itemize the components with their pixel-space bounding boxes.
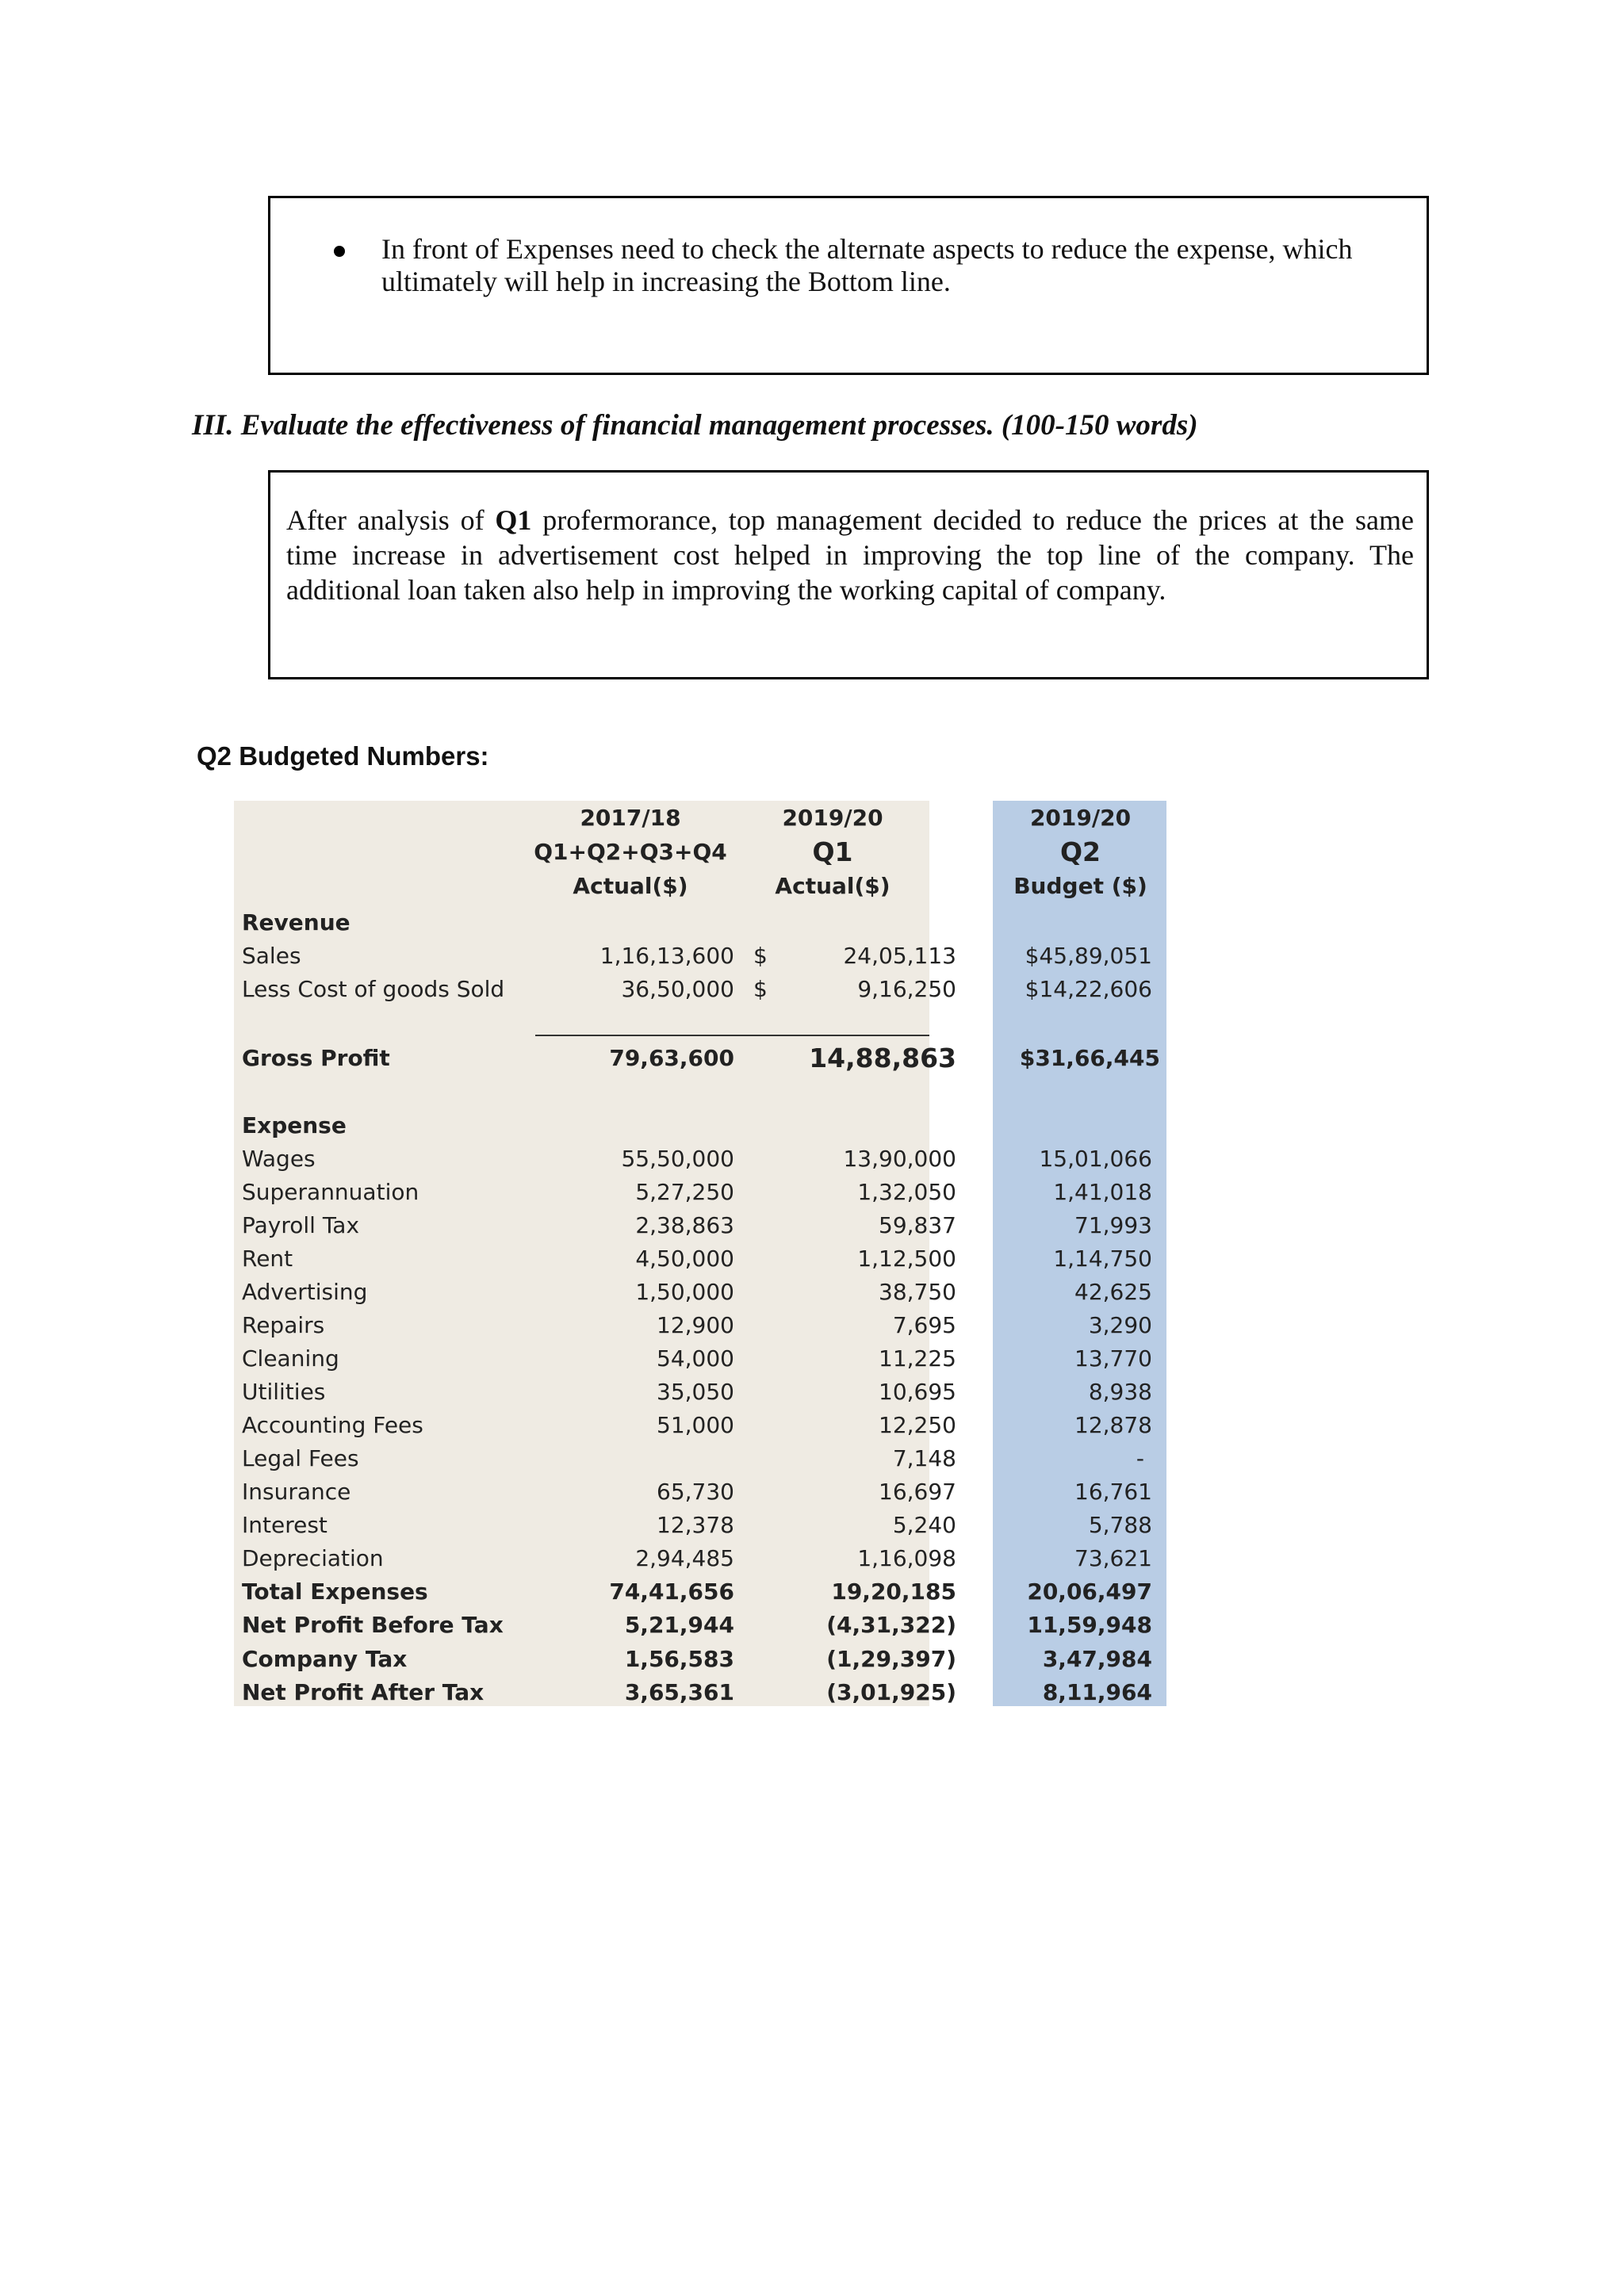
row-label: Net Profit Before Tax xyxy=(242,1612,504,1639)
expense-heading-row xyxy=(234,1109,1166,1142)
value-2017-18: 2,38,863 xyxy=(635,1212,734,1238)
table-row xyxy=(234,1176,1166,1209)
value-q1: 19,20,185 xyxy=(831,1578,956,1605)
table-row xyxy=(234,1342,1166,1376)
row-label: Expense xyxy=(242,1112,347,1138)
value-q1: 59,837 xyxy=(879,1212,956,1238)
value-q2-budget: 15,01,066 xyxy=(1039,1146,1152,1172)
row-label: Revenue xyxy=(242,909,350,936)
row-label: Net Profit After Tax xyxy=(242,1678,485,1705)
value-q1: 5,240 xyxy=(892,1512,956,1538)
value-q2-budget: 8,11,964 xyxy=(1042,1678,1152,1705)
value-q1: 16,697 xyxy=(879,1479,956,1505)
header-2017-18 xyxy=(527,801,733,903)
value-q1: 11,225 xyxy=(879,1345,956,1372)
header-2019-20-q1 xyxy=(741,801,924,903)
row-label: Insurance xyxy=(242,1479,351,1505)
value-2017-18: 4,50,000 xyxy=(635,1246,734,1272)
header-period: Q2 xyxy=(1059,836,1101,867)
header-period: Q1 xyxy=(812,836,853,867)
value-2017-18: 5,27,250 xyxy=(635,1179,734,1205)
row-label: Utilities xyxy=(242,1379,326,1405)
value-q2-budget: 1,14,750 xyxy=(1053,1246,1152,1272)
row-label: Company Tax xyxy=(242,1645,408,1672)
row-label: Interest xyxy=(242,1512,327,1538)
value-q2-budget: 12,878 xyxy=(1074,1412,1152,1438)
value-q2-budget: 13,770 xyxy=(1074,1345,1152,1372)
value-q1: 7,695 xyxy=(892,1312,956,1338)
table-row xyxy=(234,1376,1166,1409)
value-q1: 24,05,113 xyxy=(843,943,956,969)
row-label: Superannuation xyxy=(242,1179,419,1205)
value-q2-budget: 73,621 xyxy=(1074,1545,1152,1571)
table-row xyxy=(234,1242,1166,1276)
value-2017-18: 1,50,000 xyxy=(635,1279,734,1305)
header-year: 2019/20 xyxy=(782,805,883,831)
bullet-item xyxy=(334,233,1381,298)
table-row xyxy=(234,1309,1166,1342)
value-q2-budget: - xyxy=(1136,1445,1144,1471)
row-label: Payroll Tax xyxy=(242,1212,360,1238)
table-row xyxy=(234,1276,1166,1309)
sales-row xyxy=(234,939,1166,973)
value-q1: (3,01,925) xyxy=(826,1678,956,1705)
table-row xyxy=(234,1509,1166,1542)
value-2017-18: 12,900 xyxy=(657,1312,734,1338)
header-2019-20-q2 xyxy=(995,801,1166,903)
header-period: Q1+Q2+Q3+Q4 xyxy=(534,839,727,865)
table-title: Q2 Budgeted Numbers: xyxy=(197,741,489,771)
row-label: Less Cost of goods Sold xyxy=(242,976,505,1002)
row-label: Total Expenses xyxy=(242,1578,428,1605)
table-row xyxy=(234,1475,1166,1509)
currency-symbol: $ xyxy=(753,943,768,969)
header-kind: Actual($) xyxy=(573,873,688,899)
bullet-text: In front of Expenses need to check the alternate aspects to reduce the expense, which ultimately will help in increasing the Bottom line. xyxy=(381,233,1353,297)
value-2017-18: 74,41,656 xyxy=(609,1578,734,1605)
table-row xyxy=(234,1676,1166,1709)
value-q1: 9,16,250 xyxy=(857,976,956,1002)
value-2017-18: 51,000 xyxy=(657,1412,734,1438)
answer-box xyxy=(268,470,1429,679)
value-q1: 7,148 xyxy=(892,1445,956,1471)
value-2017-18: 36,50,000 xyxy=(621,976,734,1002)
row-label: Legal Fees xyxy=(242,1445,359,1471)
table-row xyxy=(234,1209,1166,1242)
value-q2-budget: 16,761 xyxy=(1074,1479,1152,1505)
value-q1: 1,32,050 xyxy=(857,1179,956,1205)
table-row xyxy=(234,1609,1166,1642)
cogs-row xyxy=(234,973,1166,1006)
value-q1: (4,31,322) xyxy=(826,1612,956,1639)
value-q2-budget: 5,788 xyxy=(1088,1512,1152,1538)
row-label: Accounting Fees xyxy=(242,1412,423,1438)
row-label: Wages xyxy=(242,1146,316,1172)
value-2017-18: 65,730 xyxy=(657,1479,734,1505)
row-label: Repairs xyxy=(242,1312,325,1338)
financial-table xyxy=(234,801,1166,1706)
row-label: Rent xyxy=(242,1246,293,1272)
header-kind: Budget ($) xyxy=(1013,873,1147,899)
row-label: Depreciation xyxy=(242,1545,384,1571)
row-label: Gross Profit xyxy=(242,1045,390,1071)
value-q2-budget: 20,06,497 xyxy=(1027,1578,1152,1605)
value-q2-budget: 71,993 xyxy=(1074,1212,1152,1238)
value-2017-18: 5,21,944 xyxy=(624,1612,734,1639)
value-q2-budget: $45,89,051 xyxy=(1025,943,1152,969)
table-row xyxy=(234,1142,1166,1176)
value-2017-18: 3,65,361 xyxy=(624,1678,734,1705)
row-label: Cleaning xyxy=(242,1345,339,1372)
header-kind: Actual($) xyxy=(775,873,891,899)
table-row xyxy=(234,1542,1166,1575)
value-q1: (1,29,397) xyxy=(826,1645,956,1672)
table-row xyxy=(234,1442,1166,1475)
value-2017-18: 55,50,000 xyxy=(621,1146,734,1172)
value-q2-budget: 1,41,018 xyxy=(1053,1179,1152,1205)
table-row xyxy=(234,1643,1166,1676)
row-label: Advertising xyxy=(242,1279,368,1305)
table-row xyxy=(234,1409,1166,1442)
value-q2-budget: $31,66,445 xyxy=(1019,1045,1160,1071)
currency-symbol: $ xyxy=(753,976,768,1002)
value-q2-budget: 11,59,948 xyxy=(1027,1612,1152,1639)
bullet-icon xyxy=(334,246,345,257)
value-q2-budget: 8,938 xyxy=(1088,1379,1152,1405)
value-q2-budget: 3,47,984 xyxy=(1042,1645,1152,1672)
note-box xyxy=(268,196,1429,375)
value-q1: 10,695 xyxy=(879,1379,956,1405)
revenue-heading-row xyxy=(234,906,1166,939)
value-q2-budget: $14,22,606 xyxy=(1025,976,1152,1002)
value-2017-18: 54,000 xyxy=(657,1345,734,1372)
value-2017-18: 1,56,583 xyxy=(624,1645,734,1672)
subtotal-rule xyxy=(535,1035,929,1036)
value-q2-budget: 42,625 xyxy=(1074,1279,1152,1305)
header-year: 2017/18 xyxy=(580,805,681,831)
value-2017-18: 35,050 xyxy=(657,1379,734,1405)
value-q1: 38,750 xyxy=(879,1279,956,1305)
answer-bold: Q1 xyxy=(495,504,532,536)
answer-prefix: After analysis of xyxy=(286,504,496,536)
value-2017-18: 12,378 xyxy=(657,1512,734,1538)
value-q1: 1,12,500 xyxy=(857,1246,956,1272)
value-q2-budget: 3,290 xyxy=(1088,1312,1152,1338)
value-q1: 13,90,000 xyxy=(843,1146,956,1172)
table-row xyxy=(234,1575,1166,1609)
section-heading: III. Evaluate the effectiveness of financial management processes. (100-150 words) xyxy=(192,409,1198,442)
value-q1: 14,88,863 xyxy=(809,1043,956,1073)
value-2017-18: 79,63,600 xyxy=(609,1045,734,1071)
value-2017-18: 1,16,13,600 xyxy=(599,943,734,969)
row-label: Sales xyxy=(242,943,301,969)
value-q1: 12,250 xyxy=(879,1412,956,1438)
value-2017-18: 2,94,485 xyxy=(635,1545,734,1571)
value-q1: 1,16,098 xyxy=(857,1545,956,1571)
header-year: 2019/20 xyxy=(1029,805,1132,831)
gross-profit-row xyxy=(234,1042,1166,1075)
answer-paragraph xyxy=(286,503,1414,607)
answer-rest: profermorance, top management decided to reduce the prices at the same time increase in advertisement cost helped in improving the top line of the company. The additional loan taken also help in improving the working capital of company. xyxy=(286,504,1414,606)
